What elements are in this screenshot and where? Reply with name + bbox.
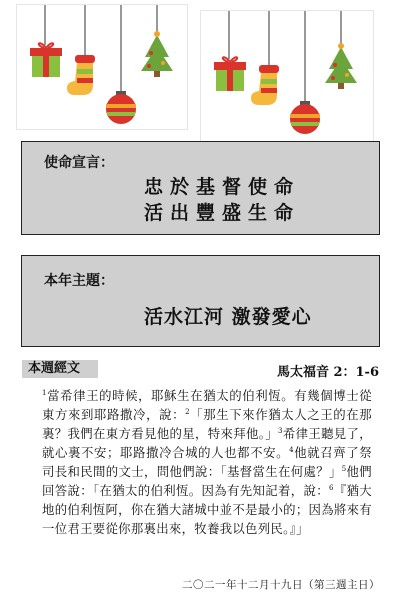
gift-icon [30,43,62,77]
mission-statement-box [21,141,380,235]
mission-line-1: 忠於基督使命 [144,176,301,198]
stocking-icon [67,55,95,95]
verse-text: 希律王聽見了，就心裏不安；耶路撒冷合城的人也都不安。 [42,426,372,460]
verse-text: 他就召齊了祭司長和民間的文士，問他們說：「基督當生在何處？」 [42,445,372,479]
service-date: 二〇二一年十二月十九日（第三週主日） [182,579,380,591]
theme-text: 活水江河 激發愛心 [144,306,312,328]
theme-label: 本年主題： [44,273,114,289]
verse-number: 2 [185,407,190,416]
verse-number: 4 [289,445,294,454]
verse-text: 他們回答說：「在猶太的伯利恆。因為有先知記着，說： [42,464,372,498]
gift-icon [214,57,246,91]
verse-text: 『猶大地的伯利恆阿，你在猶大諸城中並不是最小的；因為將來有一位君王要從你那裏出來，牧養我以色列民。』」 [42,483,372,536]
scripture-passage [42,386,372,538]
annual-theme-box [21,255,380,347]
bauble-icon [290,101,320,134]
mission-line-2: 活出豐盛生命 [144,202,301,224]
christmas-ornaments-illustration [17,5,187,129]
verse-number: 3 [278,426,283,435]
ornament-card-left [16,4,188,130]
bauble-icon [106,91,136,124]
christmas-ornaments-illustration [201,11,373,141]
verse-text: 「那生下來作猶太人之王的在那裏？我們在東方看見他的星，特來拜他。」 [42,407,372,441]
scripture-reference: 馬太福音 2：1-6 [276,365,379,380]
stocking-icon [251,65,279,105]
ornament-card-right [200,10,374,142]
verse-number: 6 [328,483,334,492]
christmas-tree-icon [141,31,173,77]
christmas-tree-icon [325,43,357,89]
scripture-label: 本週經文 [22,360,98,378]
verse-text: 當希律王的時候，耶穌生在猶太的伯利恆。有幾個博士從東方來到耶路撒冷，說： [42,388,372,422]
verse-number: 1 [42,388,47,397]
mission-label: 使命宣言： [44,155,114,171]
verse-number: 5 [341,464,347,473]
